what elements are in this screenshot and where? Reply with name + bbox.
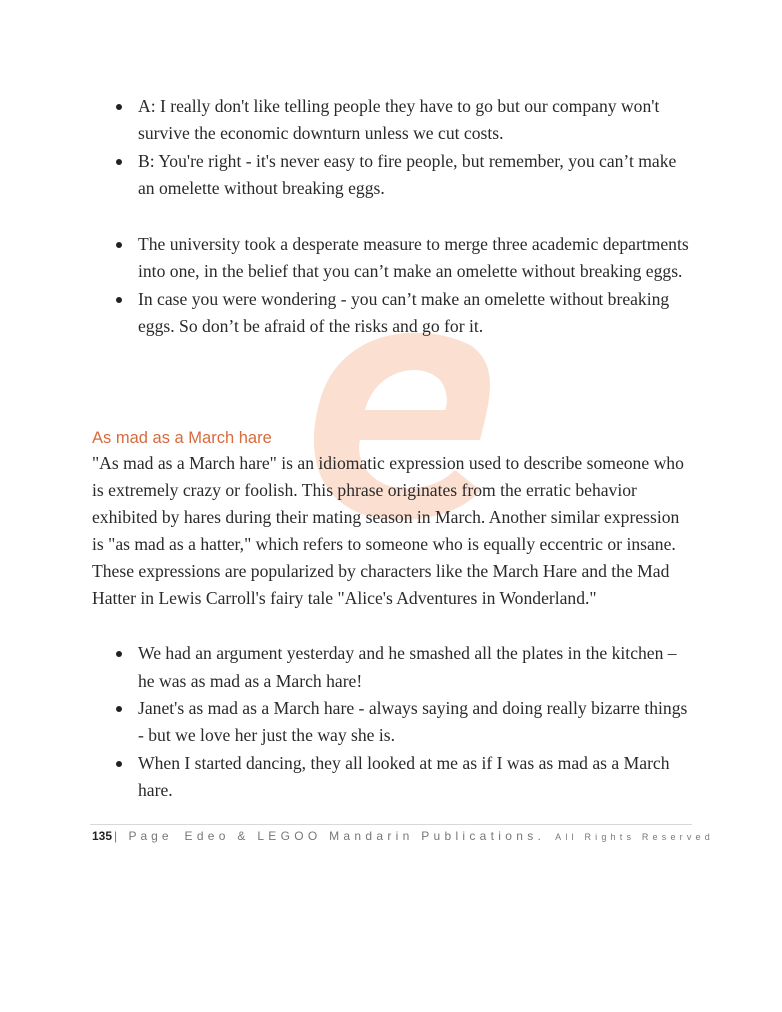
footer-divider bbox=[90, 824, 714, 845]
page-footer bbox=[90, 828, 714, 845]
list-item: We had an argument yesterday and he smashed all the plates in the kitchen – he was as mad as a March hare! bbox=[112, 640, 692, 695]
list-item: A: I really don't like telling people they have to go but our company won't survive the economic downturn unless we cut costs. bbox=[112, 93, 692, 148]
list-item: Janet's as mad as a March hare - always saying and doing really bizarre things - but we love her just the way she is. bbox=[112, 695, 692, 750]
section-heading: As mad as a March hare bbox=[92, 429, 272, 448]
list-item: In case you were wondering - you can’t make an omelette without breaking eggs. So don’t be afraid of the risks and go for it. bbox=[112, 286, 692, 341]
page-number: 135 bbox=[92, 829, 113, 844]
example-list-1 bbox=[112, 93, 692, 202]
rights-notice: All Rights Reserved bbox=[555, 832, 714, 843]
example-list-3 bbox=[112, 640, 692, 804]
page-label: | Page bbox=[114, 829, 173, 844]
list-item: When I started dancing, they all looked at me as if I was as mad as a March hare. bbox=[112, 750, 692, 805]
list-item: B: You're right - it's never easy to fire people, but remember, you can’t make an omelette without breaking eggs. bbox=[112, 148, 692, 203]
example-list-2 bbox=[112, 231, 692, 340]
section-paragraph: "As mad as a March hare" is an idiomatic expression used to describe someone who is extremely crazy or foolish. This phrase originates from the erratic behavior exhibited by hares during their mating season in March. Another similar expression is "as mad as a hatter," which refers to someone who is equally eccentric or insane. These expressions are popularized by characters like the March Hare and the Mad Hatter in Lewis Carroll's fairy tale "Alice's Adventures in Wonderland." bbox=[92, 453, 684, 609]
list-item: The university took a desperate measure to merge three academic departments into one, in the belief that you can’t make an omelette without breaking eggs. bbox=[112, 231, 692, 286]
publisher: Edeo & LEGOO Mandarin Publications. bbox=[184, 829, 546, 844]
